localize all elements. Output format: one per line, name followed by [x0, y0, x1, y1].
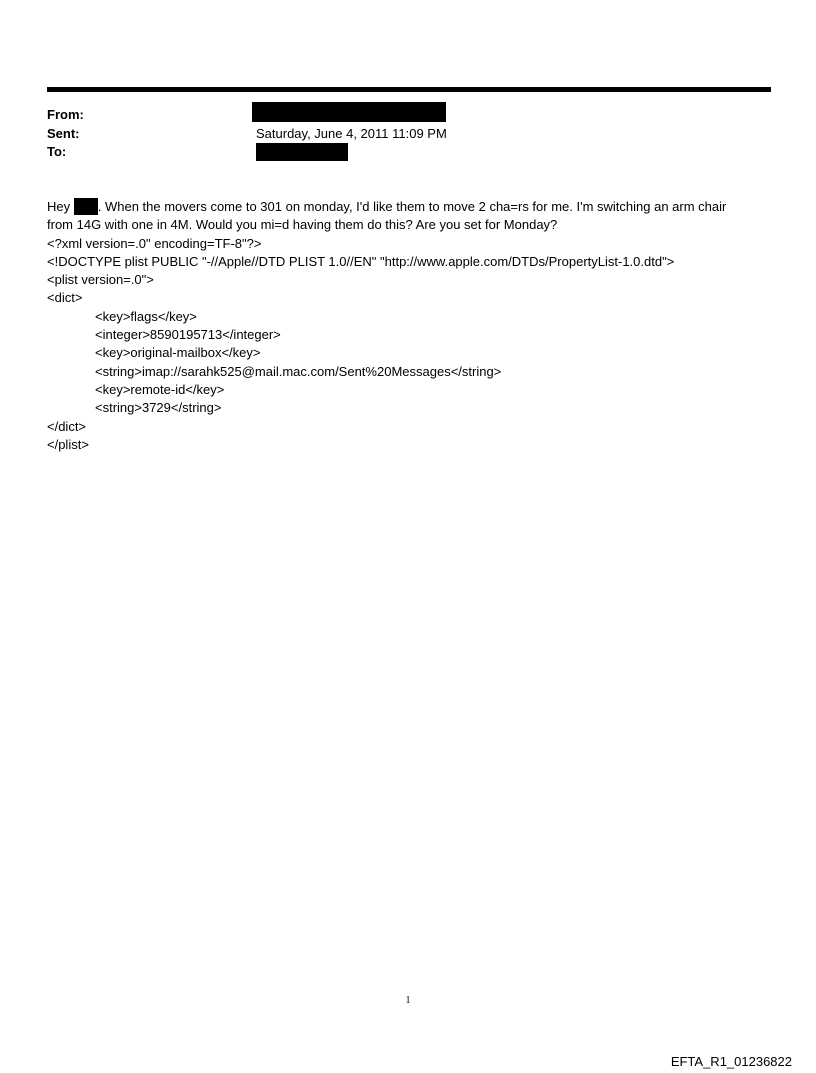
- dict-line: <key>original-mailbox</key>: [95, 345, 261, 361]
- dict-line: <string>3729</string>: [95, 400, 222, 416]
- xml-line: <?xml version=.0" encoding=TF-8"?>: [47, 235, 262, 251]
- page-number: 1: [405, 995, 411, 1006]
- sent-label: Sent:: [47, 126, 80, 141]
- sent-value: Saturday, June 4, 2011 11:09 PM: [256, 126, 447, 141]
- xml-line: </plist>: [47, 436, 89, 452]
- xml-line: </dict>: [47, 418, 87, 434]
- xml-line: <plist version=.0">: [47, 272, 154, 288]
- header-rule: [47, 87, 771, 92]
- to-redaction: [256, 143, 348, 161]
- dict-line: <integer>8590195713</integer>: [95, 327, 281, 343]
- xml-line: <dict>: [47, 290, 83, 306]
- dict-line: <key>remote-id</key>: [95, 381, 225, 397]
- message-text: . When the movers come to 301 on monday, I'd like them to move 2 cha=rs for me. I'm switching an arm chair: [97, 199, 727, 214]
- message-body: [47, 198, 767, 454]
- to-label: To:: [47, 144, 67, 159]
- document-id: EFTA_R1_01236822: [670, 1054, 792, 1069]
- message-line: from 14G with one in 4M. Would you mi=d having them do this? Are you set for Monday?: [47, 217, 558, 233]
- from-label: From:: [47, 107, 84, 122]
- name-redaction: [74, 198, 98, 215]
- dict-line: <string>imap://sarahk525@mail.mac.com/Sent%20Messages</string>: [95, 363, 502, 379]
- dict-line: <key>flags</key>: [95, 308, 197, 324]
- greeting-text: Hey: [47, 199, 74, 214]
- message-line: [47, 198, 767, 216]
- from-redaction: [252, 102, 446, 122]
- xml-line: <!DOCTYPE plist PUBLIC "-//Apple//DTD PLIST 1.0//EN" "http://www.apple.com/DTDs/PropertyList-1.0.dtd">: [47, 253, 675, 269]
